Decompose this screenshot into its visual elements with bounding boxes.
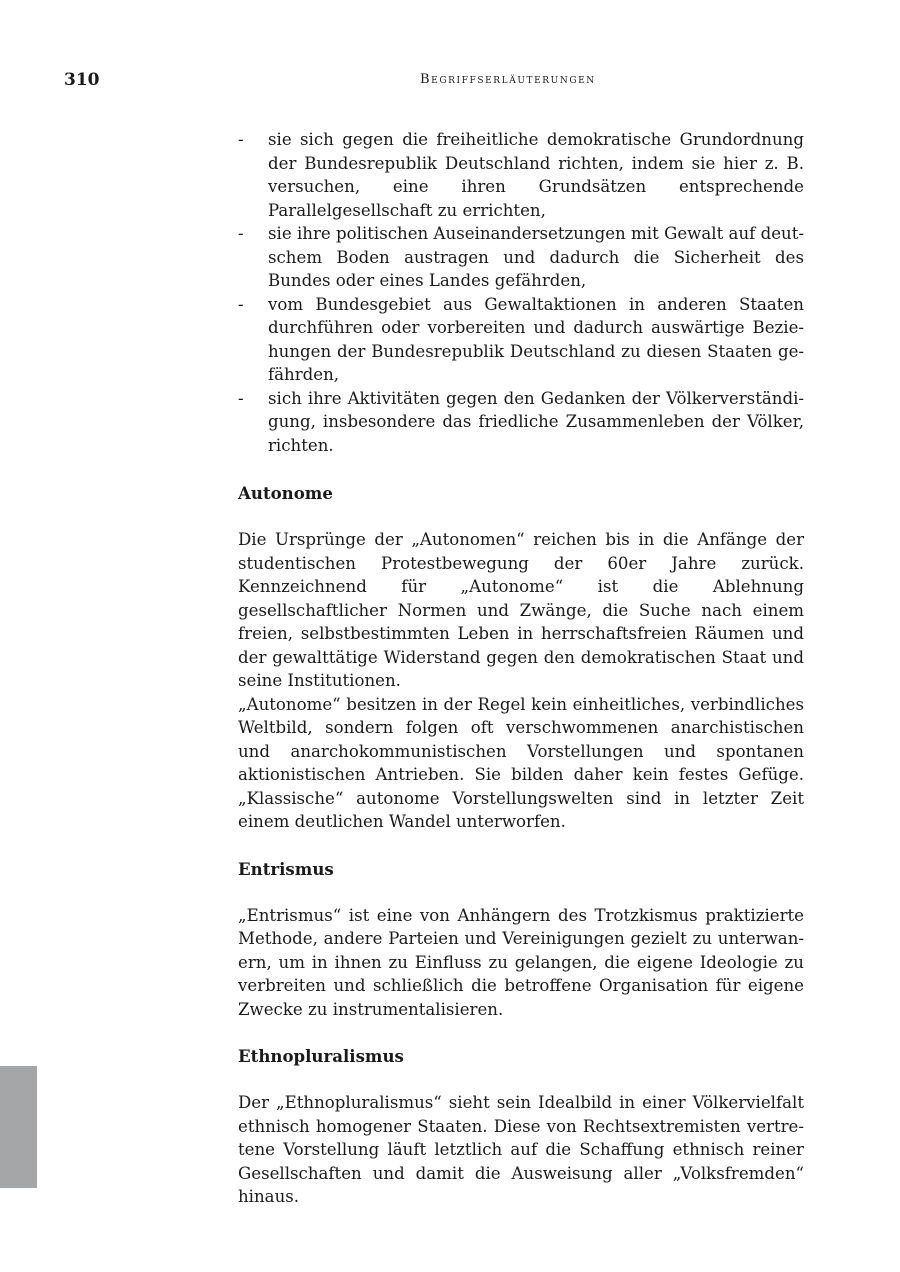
chapter-side-tab [0, 1066, 37, 1188]
section-heading-ethnopluralismus: Ethnopluralismus [238, 1046, 404, 1066]
page-content [238, 128, 804, 1209]
list-item [238, 293, 804, 387]
list-item-text: sich ihre Aktivitäten gegen den Gedanken der Völkerverständigung, insbesondere das friedliche Zusammenleben der Völker, richten. [268, 388, 804, 455]
list-item-text: vom Bundesgebiet aus Gewaltaktionen in anderen Staaten durchführen oder vorbereiten und dadurch auswärtige Beziehungen der Bundesrepublik Deutschland zu diesen Staaten gefährden, [268, 294, 804, 384]
dash-marker: - [238, 224, 244, 243]
bullet-list [238, 128, 804, 457]
list-item-text: sie ihre politischen Auseinandersetzungen mit Gewalt auf deutschem Boden austragen und dadurch die Sicherheit des Bundes oder eines Landes gefährden, [268, 224, 804, 290]
autonome-paragraph-1: Die Ursprünge der „Autonomen“ reichen bis in die Anfänge der studentischen Protestbewegung der 60er Jahre zurück. Kennzeichnend für „Autonome“ ist die Ablehnung gesellschaftlicher Normen und Zwänge, die Suche nach einem freien, selbstbestimmten Leben in herrschaftsfreien Räumen und der gewalttätige Widerstand gegen den demokratischen Staat und seine Institutionen. [238, 530, 804, 690]
autonome-paragraph-2: „Autonome“ besitzen in der Regel kein einheitliches, verbindliches Weltbild, sondern folgen oft verschwommenen anarchistischen und anarchokommunistischen Vorstellungen und spontanen aktionistischen Antrieben. Sie bilden daher kein festes Gefüge. „Klassische“ autonome Vorstellungswelten sind in letzter Zeit einem deutlichen Wandel unterworfen. [238, 694, 804, 831]
list-item [238, 387, 804, 458]
ethnopluralismus-paragraph: Der „Ethnopluralismus“ sieht sein Idealbild in einer Völkervielfalt ethnisch homogener Staaten. Diese von Rechtsextremisten vertretene Vorstellung läuft letztlich auf die Schaffung ethnisch reiner Gesellschaften und damit die Ausweisung aller „Volksfremden“ hinaus. [238, 1093, 804, 1206]
list-item [238, 128, 804, 222]
list-item [238, 222, 804, 293]
page-number: 310 [64, 70, 100, 90]
dash-marker: - [238, 294, 244, 314]
dash-marker: - [238, 130, 244, 149]
dash-marker: - [238, 388, 244, 408]
running-title: Begriffserläuterungen [420, 72, 596, 87]
section-heading-entrismus: Entrismus [238, 858, 334, 879]
section-heading-autonome: Autonome [238, 483, 333, 503]
entrismus-paragraph: „Entrismus“ ist eine von Anhängern des Trotzkismus praktizierte Methode, andere Parteien und Vereinigungen gezielt zu unterwanern, um in ihnen zu Einfluss zu gelangen, die eigene Ideologie zu verbreiten und schließlich die betroffene Organisation für eigene Zwecke zu instrumentalisieren. [238, 905, 804, 1019]
list-item-text: sie sich gegen die freiheitliche demokratische Grundordnung der Bundesrepublik Deutschland richten, indem sie hier z. B. versuchen, eine ihren Grundsätzen entsprechende Parallelgesellschaft zu errichten, [268, 130, 804, 220]
